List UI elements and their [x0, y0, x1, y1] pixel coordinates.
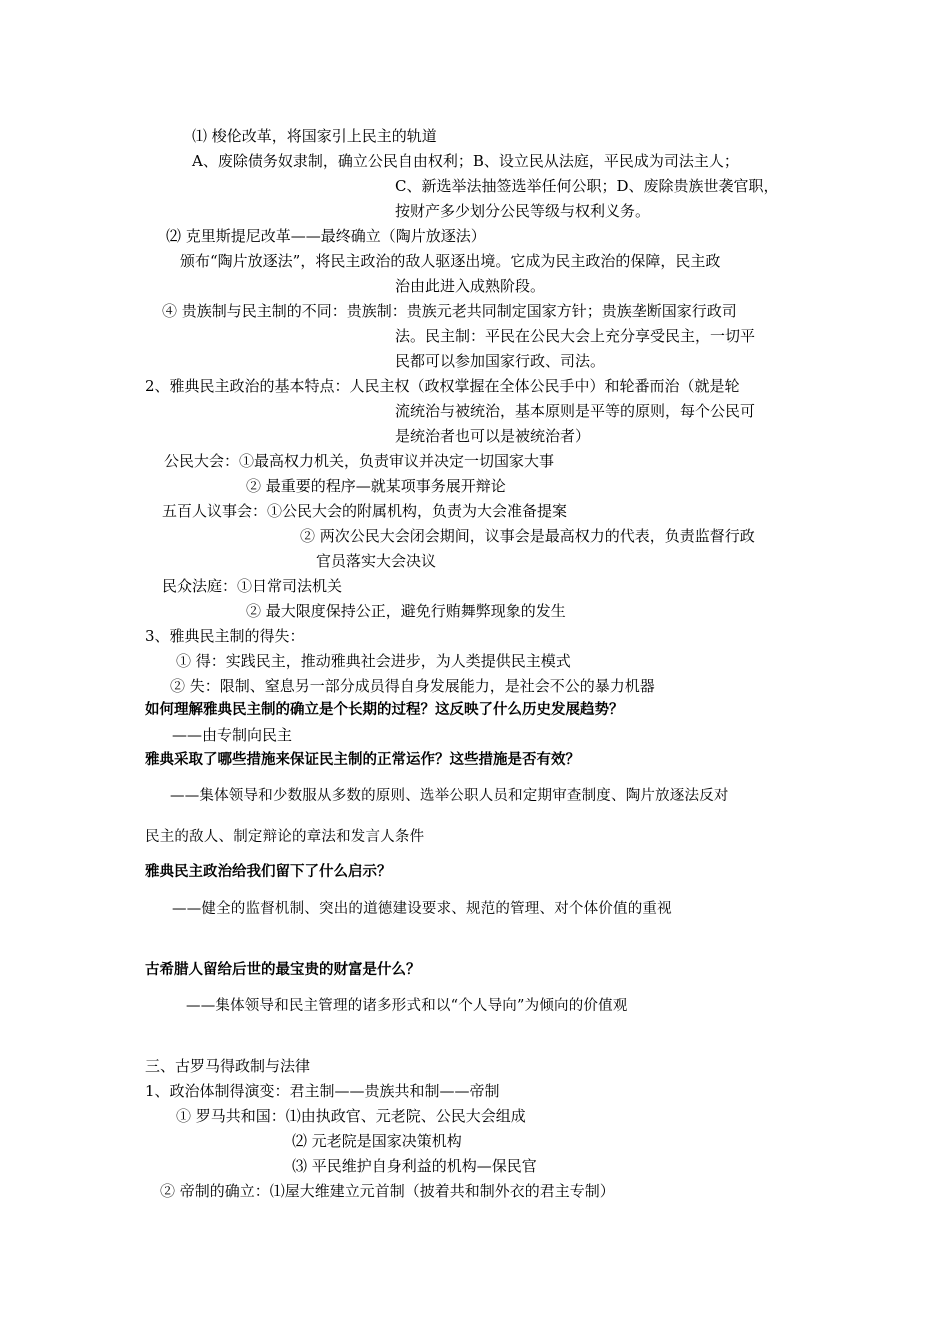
- ostracism-text-cont: 治由此进入成熟阶段。: [395, 277, 546, 295]
- answer-3: ——健全的监督机制、突出的道德建设要求、规范的管理、对个体价值的重视: [172, 901, 672, 917]
- aristocracy-vs-democracy: ④ 贵族制与民主制的不同：贵族制：贵族元老共同制定国家方针；贵族垄断国家行政司: [162, 302, 737, 320]
- question-2: 雅典采取了哪些措施来保证民主制的正常运作？这些措施是否有效？: [145, 752, 580, 768]
- solon-reform-ab: A、废除债务奴隶制，确立公民自由权利；B、设立民从法庭，平民成为司法主人；: [192, 152, 739, 170]
- political-evolution: 1、政治体制得演变：君主制——贵族共和制——帝制: [145, 1082, 500, 1100]
- answer-2-cont: 民主的敌人、制定辩论的章法和发言人条件: [145, 829, 425, 845]
- court-item-1: 民众法庭：①日常司法机关: [162, 577, 343, 595]
- republic-item-1: ① 罗马共和国：⑴由执政官、元老院、公民大会组成: [176, 1107, 526, 1125]
- council-item-1: 五百人议事会：①公民大会的附属机构，负责为大会准备提案: [162, 502, 568, 520]
- athens-democracy-features-cont2: 是统治者也可以是被统治者）: [395, 427, 591, 445]
- athens-democracy-features: 2、雅典民主政治的基本特点：人民主权（政权掌握在全体公民手中）和轮番而治（就是轮: [145, 377, 740, 395]
- question-4: 古希腊人留给后世的最宝贵的财富是什么？: [145, 962, 421, 978]
- question-1: 如何理解雅典民主制的确立是个长期的过程？这反映了什么历史发展趋势？: [145, 702, 624, 718]
- losses-item: ② 失：限制、窒息另一部分成员得自身发展能力，是社会不公的暴力机器: [170, 677, 655, 695]
- republic-item-2: ⑵ 元老院是国家决策机构: [292, 1132, 462, 1150]
- cleisthenes-reform-heading: ⑵ 克里斯提尼改革——最终确立（陶片放逐法）: [166, 227, 486, 245]
- aristocracy-vs-democracy-cont2: 民都可以参加国家行政、司法。: [395, 352, 606, 370]
- gains-losses-heading: 3、雅典民主制的得失：: [145, 627, 305, 645]
- answer-4: ——集体领导和民主管理的诸多形式和以“个人导向”为倾向的价值观: [186, 998, 628, 1014]
- solon-reform-heading: ⑴ 梭伦改革，将国家引上民主的轨道: [192, 127, 437, 145]
- aristocracy-vs-democracy-cont1: 法。民主制：平民在公民大会上充分享受民主，一切平: [395, 327, 756, 345]
- solon-reform-cd-cont: 按财产多少划分公民等级与权利义务。: [395, 202, 651, 220]
- answer-1: ——由专制向民主: [172, 726, 293, 744]
- assembly-item-1: 公民大会：①最高权力机关，负责审议并决定一切国家大事: [164, 452, 555, 470]
- assembly-item-2: ② 最重要的程序—就某项事务展开辩论: [246, 477, 506, 495]
- court-item-2: ② 最大限度保持公正，避免行贿舞弊现象的发生: [246, 602, 566, 620]
- council-item-2: ② 两次公民大会闭会期间，议事会是最高权力的代表，负责监督行政: [300, 527, 755, 545]
- republic-item-3: ⑶ 平民维护自身利益的机构—保民官: [292, 1157, 537, 1175]
- solon-reform-cd: C、新选举法抽签选举任何公职；D、废除贵族世袭官职，: [395, 177, 779, 195]
- empire-item-1: ② 帝制的确立：⑴屋大维建立元首制（披着共和制外衣的君主专制）: [160, 1182, 615, 1200]
- section-3-heading: 三、古罗马得政制与法律: [145, 1057, 311, 1075]
- athens-democracy-features-cont1: 流统治与被统治，基本原则是平等的原则，每个公民可: [395, 402, 756, 420]
- answer-2: ——集体领导和少数服从多数的原则、选举公职人员和定期审查制度、陶片放逐法反对: [170, 788, 729, 804]
- council-item-2-cont: 官员落实大会决议: [316, 552, 437, 570]
- question-3: 雅典民主政治给我们留下了什么启示？: [145, 864, 392, 880]
- ostracism-text: 颁布“陶片放逐法”，将民主政治的敌人驱逐出境。它成为民主政治的保障，民主政: [180, 252, 721, 270]
- gains-item: ① 得：实践民主，推动雅典社会进步，为人类提供民主模式: [176, 652, 571, 670]
